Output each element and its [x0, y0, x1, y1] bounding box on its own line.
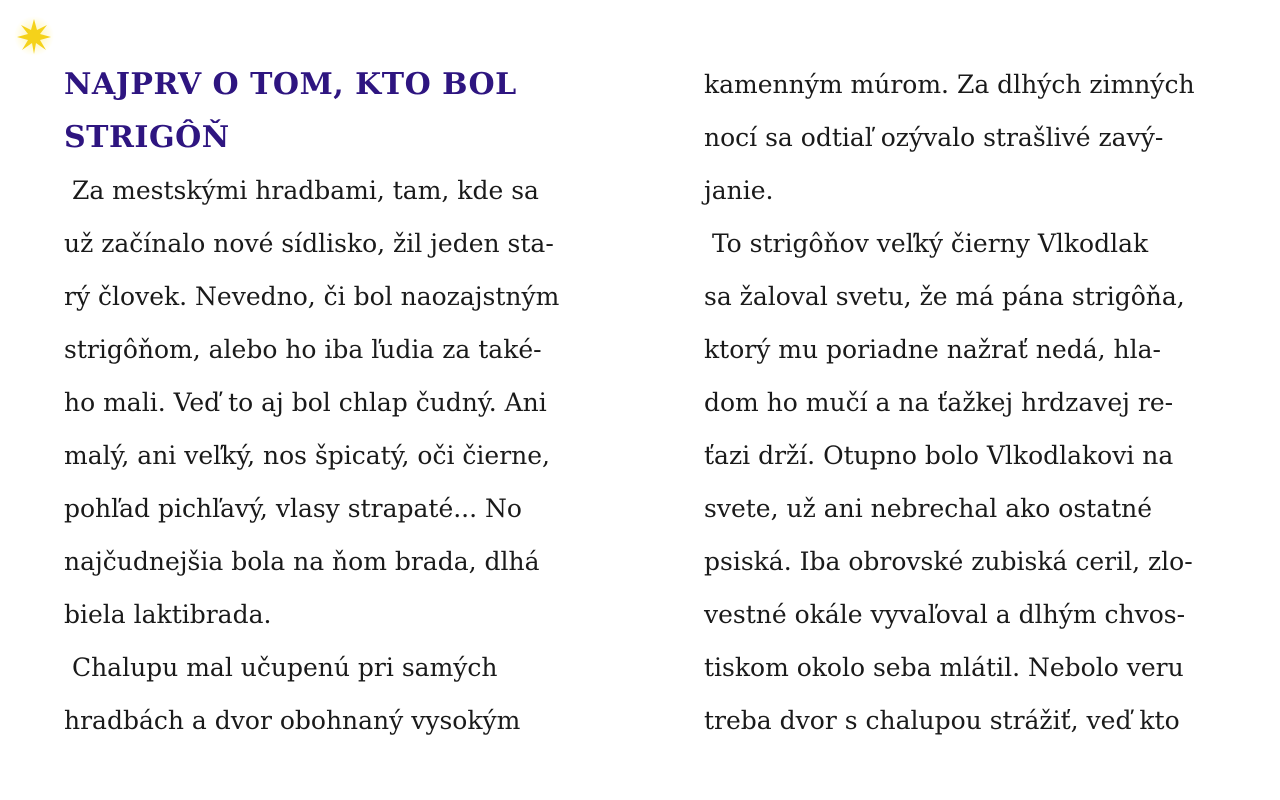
text-line: treba dvor s chalupou strážiť, veď kto: [704, 706, 1180, 735]
text-line: pohľad pichľavý, vlasy strapaté... No: [64, 494, 522, 523]
text-line: Za mestskými hradbami, tam, kde sa: [64, 176, 539, 205]
text-line: janie.: [704, 176, 774, 205]
text-line: už začínalo nové sídlisko, žil jeden sta-: [64, 229, 554, 258]
chapter-title-line: NAJPRV O TOM, KTO BOL: [64, 67, 517, 102]
text-line: kamenným múrom. Za dlhých zimných: [704, 70, 1195, 99]
text-line: psiská. Iba obrovské zubiská ceril, zlo-: [704, 547, 1193, 576]
text-line: rý človek. Nevedno, či bol naozajstným: [64, 282, 560, 311]
text-line: sa žaloval svetu, že má pána strigôňa,: [704, 282, 1185, 311]
text-line: hradbách a dvor obohnaný vysokým: [64, 706, 521, 735]
right-column: [704, 58, 1264, 747]
text-line: malý, ani veľký, nos špicatý, oči čierne,: [64, 441, 550, 470]
left-column: [64, 58, 624, 747]
text-line: svete, už ani nebrechal ako ostatné: [704, 494, 1153, 523]
text-line: tiskom okolo seba mlátil. Nebolo veru: [704, 653, 1184, 682]
sun-star-icon: [14, 16, 54, 56]
left-body-text: [64, 164, 624, 747]
text-line: najčudnejšia bola na ňom brada, dlhá: [64, 547, 540, 576]
text-line: vestné okále vyvaľoval a dlhým chvos-: [704, 600, 1186, 629]
text-line: To strigôňov veľký čierny Vlkodlak: [704, 229, 1149, 258]
text-line: Chalupu mal učupenú pri samých: [64, 653, 498, 682]
text-line: biela laktibrada.: [64, 600, 272, 629]
right-body-text: [704, 58, 1264, 747]
text-line: nocí sa odtiaľ ozývalo strašlivé zavý-: [704, 123, 1164, 152]
text-line: strigôňom, alebo ho iba ľudia za také-: [64, 335, 542, 364]
text-line: ťazi drží. Otupno bolo Vlkodlakovi na: [704, 441, 1174, 470]
chapter-title: [64, 58, 624, 164]
chapter-title-line: STRIGÔŇ: [64, 120, 230, 155]
text-line: dom ho mučí a na ťažkej hrdzavej re-: [704, 388, 1174, 417]
text-line: ho mali. Veď to aj bol chlap čudný. Ani: [64, 388, 547, 417]
text-line: ktorý mu poriadne nažrať nedá, hla-: [704, 335, 1161, 364]
